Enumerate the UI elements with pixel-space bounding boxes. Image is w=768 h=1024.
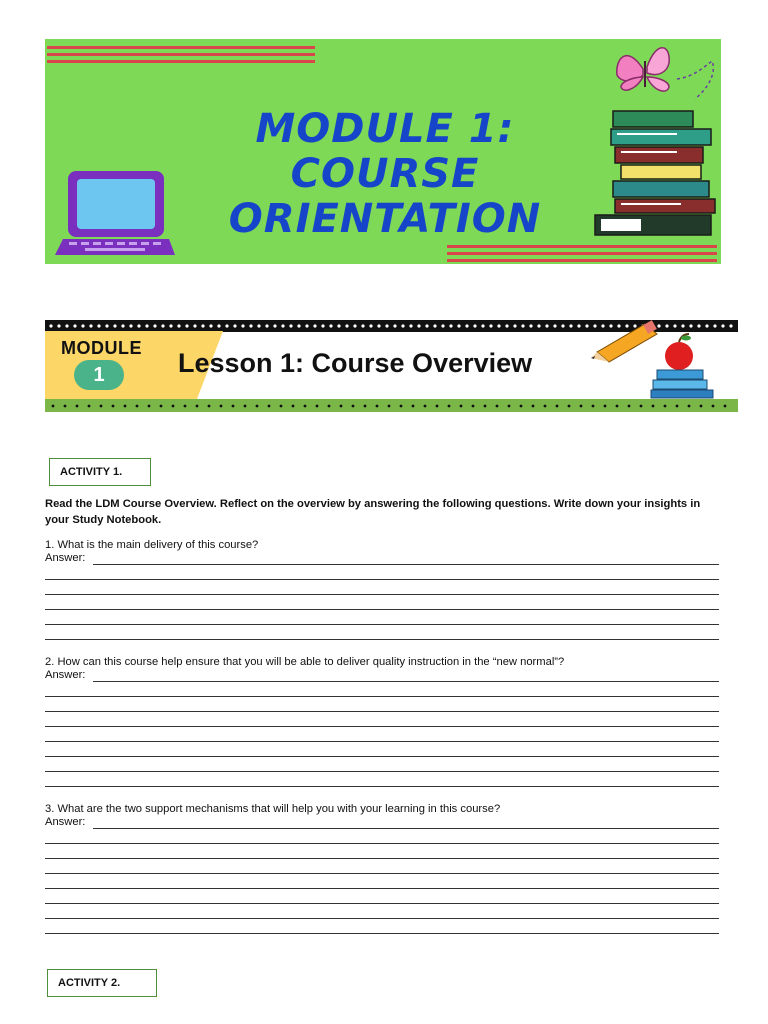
answer-3-line[interactable]: [45, 843, 719, 844]
answer-2-line[interactable]: [45, 756, 719, 757]
answer-1-rule: [93, 564, 719, 565]
question-2: 2. How can this course help ensure that you will be able to deliver quality instruction in the “new normal”?: [45, 656, 565, 668]
answer-1-line[interactable]: [45, 624, 719, 625]
answer-1-field[interactable]: [45, 552, 719, 566]
answer-3-line[interactable]: [45, 873, 719, 874]
module-banner: [45, 39, 721, 264]
answer-2-rule: [93, 681, 719, 682]
butterfly-icon: [607, 39, 721, 111]
activity-1-label-box: [49, 458, 151, 486]
activity-1-label: ACTIVITY 1.: [60, 466, 123, 478]
pencil-apple-books-icon: [585, 320, 735, 400]
banner-title-line2: ORIENTATION: [228, 196, 542, 242]
module-number-badge: 1: [74, 360, 124, 390]
answer-1-label: Answer:: [45, 552, 86, 564]
answer-3-rule: [93, 828, 719, 829]
answer-1-line[interactable]: [45, 579, 719, 580]
answer-3-line[interactable]: [45, 918, 719, 919]
book-stack-icon: [591, 109, 721, 249]
lesson-header: [45, 320, 738, 412]
question-1: 1. What is the main delivery of this course?: [45, 539, 259, 551]
answer-3-label: Answer:: [45, 816, 86, 828]
answer-3-field[interactable]: [45, 816, 719, 830]
answer-1-line[interactable]: [45, 609, 719, 610]
banner-stripes-top: [47, 46, 315, 67]
dotted-strip-dots: [45, 400, 738, 412]
activity-2-label: ACTIVITY 2.: [58, 977, 121, 989]
activity-2-label-box: [47, 969, 157, 997]
answer-2-label: Answer:: [45, 669, 86, 681]
banner-title-line1: MODULE 1: COURSE: [255, 106, 515, 197]
answer-1-line[interactable]: [45, 594, 719, 595]
pencil-icon: [591, 320, 657, 362]
laptop-icon: [55, 167, 175, 257]
answer-2-line[interactable]: [45, 696, 719, 697]
banner-title: [165, 107, 605, 242]
activity-1-instructions: Read the LDM Course Overview. Reflect on the overview by answering the following questions. Write down your insights in your Study Notebook.: [45, 498, 701, 526]
answer-2-line[interactable]: [45, 786, 719, 787]
answer-3-line[interactable]: [45, 858, 719, 859]
module-label: MODULE: [61, 338, 142, 358]
question-3: 3. What are the two support mechanisms that will help you with your learning in this course?: [45, 803, 501, 815]
answer-2-line[interactable]: [45, 771, 719, 772]
answer-3-line[interactable]: [45, 933, 719, 934]
answer-3-line[interactable]: [45, 903, 719, 904]
small-books-icon: [651, 370, 713, 398]
apple-icon: [665, 334, 693, 370]
answer-2-line[interactable]: [45, 711, 719, 712]
answer-2-line[interactable]: [45, 726, 719, 727]
answer-3-line[interactable]: [45, 888, 719, 889]
answer-2-line[interactable]: [45, 741, 719, 742]
answer-1-line[interactable]: [45, 639, 719, 640]
lesson-title: Lesson 1: Course Overview: [178, 348, 533, 378]
answer-2-field[interactable]: [45, 669, 719, 683]
